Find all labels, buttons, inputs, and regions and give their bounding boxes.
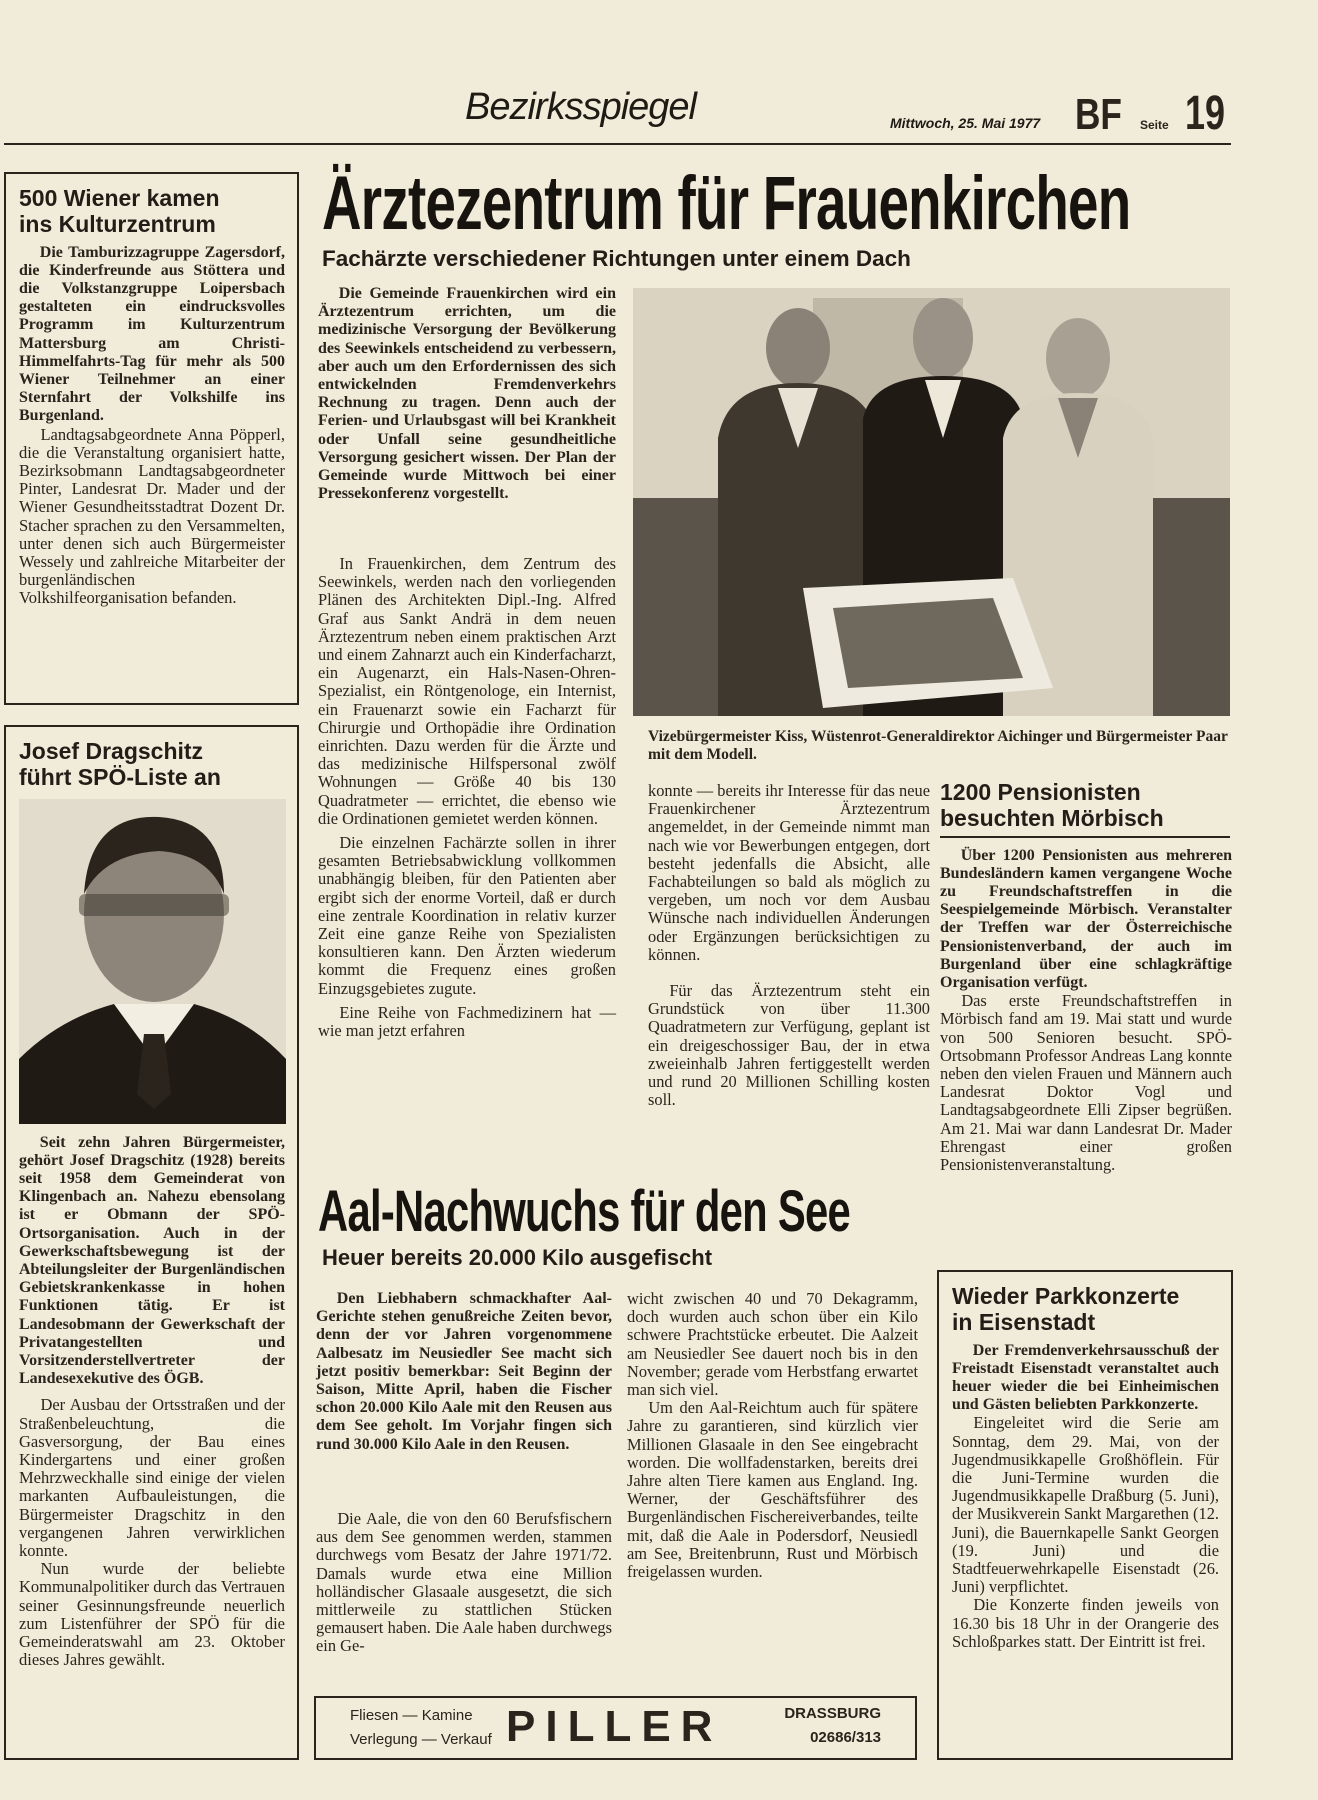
ad-contact: DRASSBURG 02686/313 xyxy=(784,1705,881,1746)
photo-illustration xyxy=(633,288,1230,716)
photo-caption: Vizebürgermeister Kiss, Wüstenrot-Generaldirektor Aichinger und Bürgermeister Paar mit dem Modell. xyxy=(648,728,1228,763)
portrait-illustration xyxy=(19,799,286,1124)
header-rule xyxy=(4,143,1231,145)
issue-date: Mittwoch, 25. Mai 1977 xyxy=(890,115,1041,131)
aal-body-col2: wicht zwischen 40 und 70 Dekagramm, doch wurden auch schon über ein Kilo schwere Prachtstücke erbeutet. Die Aalzeit am Neusiedler See dauert noch bis in den November; gerade vom Herbstfang erwartet man sich viel. Um den Aal-Reichtum auch für spätere Jahre zu garantieren, sind kürzlich vier Millionen Glasaale in den See eingebracht worden. Die wollfadenstarken, bereits drei Jahre alten Tiere kamen aus England. Ing. Werner, der Geschäftsführer des Burgenländischen Fischereiverbandes, teilte mit, daß die Aale in Podersdorf, Neusiedl am See, Breitenbrunn, Rust und Mörbisch freigelassen wurden. xyxy=(627,1289,918,1582)
article-lead: Über 1200 Pensionisten aus mehreren Bundesländern kamen vergangene Woche zu Freundschaftstreffen in die Seespielgemeinde Mörbisch. Veranstalter der Treffen war der Österreichische Pensionistenverband, der auch im Burgenland über eine schlagkräftige Organisation verfügt. xyxy=(940,846,1232,991)
headline-rule xyxy=(940,836,1230,838)
article-body: Das erste Freundschaftstreffen in Mörbisch fand am 19. Mai statt und wurde von 500 Senioren besucht. SPÖ-Ortsobmann Professor Andreas Lang konnte neben den vielen Frauen und Männern auch Landesrat Doktor Vogl und Landtagsabgeordnete Elli Zipser begrüßen. Am 21. Mai war dann Landesrat Dr. Mader Ehrengast einer großen Pensionistenveranstaltung. xyxy=(940,991,1232,1174)
newspaper-logo: BF xyxy=(1075,90,1122,139)
article-lead: Seit zehn Jahren Bürgermeister, gehört Josef Dragschitz (1928) bereits seit 1958 dem Gemeinderat von Klingenbach an. Nahezu ebensolang ist er Obmann der SPÖ-Ortsorganisation. Auch in der Gewerkschaftsbewegung ist der Abteilungsleiter der Burgenländischen Gebietskrankenkasse in hohen Funktionen tätig. Er ist Landesobmann der Gewerkschaft der Privatangestellten und Vorsitzenderstellvertreter der Landesexekutive des ÖGB. xyxy=(19,1133,285,1388)
aal-lead: Den Liebhabern schmackhafter Aal-Gerichte stehen genußreiche Zeiten bevor, denn der vor Jahren vorgenommene Aalbesatz im Neusiedler See macht sich jetzt positiv bemerkbar: Seit Beginn der Saison, Mitte April, haben die Fischer schon 20.000 Kilo Aale mit den Reusen aus dem See geholt. Im Vorjahr fingen sich rund 30.000 Kilo Aale in den Reusen. xyxy=(316,1290,612,1453)
article-headline-aal: Aal-Nachwuchs für den See xyxy=(318,1179,850,1244)
article-headline: 1200 Pensionisten besuchten Mörbisch xyxy=(940,779,1164,831)
article-kulturzentrum xyxy=(4,172,299,705)
article-lead: Die Tamburizzagruppe Zagersdorf, die Kinderfreunde aus Stöttera und die Volkstanzgruppe Loipersbach gestalteten ein eindrucksvolles Programm im Kulturzentrum Mattersburg am Christi-Himmelfahrts-Tag für mehr als 500 Wiener Teilnehmer an einer Sternfahrt der Volkshilfe ins Burgenland. xyxy=(19,243,285,425)
page-number: 19 xyxy=(1185,87,1226,140)
article-pensionisten xyxy=(940,780,1232,1174)
article-headline: Josef Dragschitz führt SPÖ-Liste an xyxy=(19,738,221,790)
section-title: Bezirksspiegel xyxy=(465,86,696,128)
ad-brand-logo: PILLER xyxy=(506,1702,723,1751)
article-lead: Der Fremdenverkehrsausschuß der Freistadt Eisenstadt veranstaltet auch heuer wieder die bei Einheimischen und Gästen beliebten Parkkonzerte. xyxy=(952,1341,1219,1414)
aerztezentrum-body-col1: In Frauenkirchen, dem Zentrum des Seewinkels, werden nach den vorliegenden Plänen des Architekten Dipl.-Ing. Alfred Graf aus Sankt Andrä in dem neuen Ärztezentrum neben einem praktischen Arzt und einem Zahnarzt auch ein Kinderfacharzt, ein Augenarzt, ein Hals-Nasen-Ohren-Spezialist, ein Röntgenologe, ein Internist, ein Frauenarzt sowie ein Facharzt für Chirurgie und Orthopädie ihre Ordination einrichten. Dazu werden für die Ärzte und das medizinische Hilfspersonal zwölf Wohnungen — Größe 40 bis 130 Quadratmeter — errichtet, die ebenso wie die Ordinationen gemietet werden können. Die einzelnen Fachärzte sollen in ihrer gesamten Betriebsabwicklung vollkommen unabhängig bleiben, für den Patienten aber ergibt sich der enorme Vorteil, daß er durch eine zentrale Koordination in relativ kurzer Zeit eine ganze Reihe von Spezialisten konsultieren kann. Den Ärzten wiederum kommt die Frequenz eines großen Einzugsgebietes zugute. Eine Reihe von Fachmedizinern hat — wie man jetzt erfahren xyxy=(318,554,616,1041)
article-headline: 500 Wiener kamen ins Kulturzentrum xyxy=(19,185,220,237)
article-body: Der Ausbau der Ortsstraßen und der Straßenbeleuchtung, die Gasversorgung, der Bau eines Kindergartens und einer großen Mehrzweckhalle sind einige der vielen markanten Aufbauleistungen, die Bürgermeister Dragschitz in den vergangenen Jahren verwirklichen konnte. Nun wurde der beliebte Kommunalpolitiker durch das Vertrauen seiner Gesinnungsfreunde neuerlich zum Listenführer der SPÖ für die Gemeinderatswahl am 23. Oktober dieses Jahres gewählt. xyxy=(19,1395,285,1670)
article-dragschitz xyxy=(4,725,299,1760)
article-body: Landtagsabgeordnete Anna Pöpperl, die die Veranstaltung organisiert hatte, Bezirksobmann Landtagsabgeordneter Pinter, Landesrat Dr. Mader und der Wiener Gesundheitsstadtrat Dozent Dr. Stacher sprachen zu den Versammelten, unter denen sich auch Bürgermeister Wessely und zahlreiche Mitarbeiter der burgenländischen Volkshilfeorganisation befanden. xyxy=(19,424,285,608)
article-body: Eingeleitet wird die Serie am Sonntag, dem 29. Mai, von der Jugendmusikkapelle Großhöflein. Für die Juni-Termine wurden die Jugendmusikkapelle Draßburg (5. Juni), der Musikverein Sankt Margarethen (12. Juni), die Bauernkapelle Sankt Georgen (19. Juni) und die Stadtfeuerwehrkapelle Eisenstadt (26. Juni) verpflichtet. Die Konzerte finden jeweils von 16.30 bis 18 Uhr in der Orangerie des Schloßparkes statt. Der Eintritt ist frei. xyxy=(952,1413,1219,1651)
advertisement-piller xyxy=(314,1696,917,1760)
aal-body-col1: Die Aale, die von den 60 Berufsfischern aus dem See genommen werden, stammen durchwegs vom Besatz der Jahre 1971/72. Damals wurde etwa eine Million holländischer Glasaale ausgesetzt, die sich mittlerweile zu stattlichen Stücken gemausert haben. Die Aale haben durchwegs ein Ge- xyxy=(316,1509,612,1656)
page-label: Seite xyxy=(1140,118,1169,132)
article-parkkonzerte xyxy=(937,1270,1233,1760)
ad-services: Fliesen — Kamine Verlegung — Verkauf xyxy=(350,1707,492,1748)
model-photo xyxy=(633,288,1230,716)
article-headline-aerztezentrum: Ärztezentrum für Frauenkirchen xyxy=(322,161,1131,246)
article-subheadline: Heuer bereits 20.000 Kilo ausgefischt xyxy=(322,1245,713,1270)
aerztezentrum-body-col2: konnte — bereits ihr Interesse für das neue Frauenkirchener Ärztezentrum angemeldet, in der Gemeinde nimmt man nach wie vor Bewerbungen entgegen, dort besteht jedenfalls die Absicht, alle Fachabteilungen so bald als möglich zu vergeben, um noch vor dem Ausbau Wünsche nach individuellen Änderungen oder Ergänzungen berücksichtigen zu können. Für das Ärztezentrum steht ein Grundstück von über 11.300 Quadratmetern zur Verfügung, geplant ist ein dreigeschossiger Bau, der in etwa zweieinhalb Jahren fertiggestellt werden und rund 20 Millionen Schilling kosten soll. xyxy=(648,781,930,1110)
aerztezentrum-lead: Die Gemeinde Frauenkirchen wird ein Ärztezentrum errichten, um die medizinische Versorgung der Bevölkerung des Seewinkels entscheidend zu verbessern, aber auch um den Erfordernissen des sich entwickelnden Fremdenverkehrs Rechnung zu tragen. Denn auch der Ferien- und Urlaubsgast will bei Krankheit oder Unfall seine gesundheitliche Versorgung gesichert wissen. Der Plan der Gemeinde wurde Mittwoch bei einer Pressekonferenz vorgestellt. xyxy=(318,285,616,503)
article-subheadline: Fachärzte verschiedener Richtungen unter einem Dach xyxy=(322,246,911,271)
portrait-photo xyxy=(19,799,286,1124)
article-headline: Wieder Parkkonzerte in Eisenstadt xyxy=(952,1283,1180,1335)
